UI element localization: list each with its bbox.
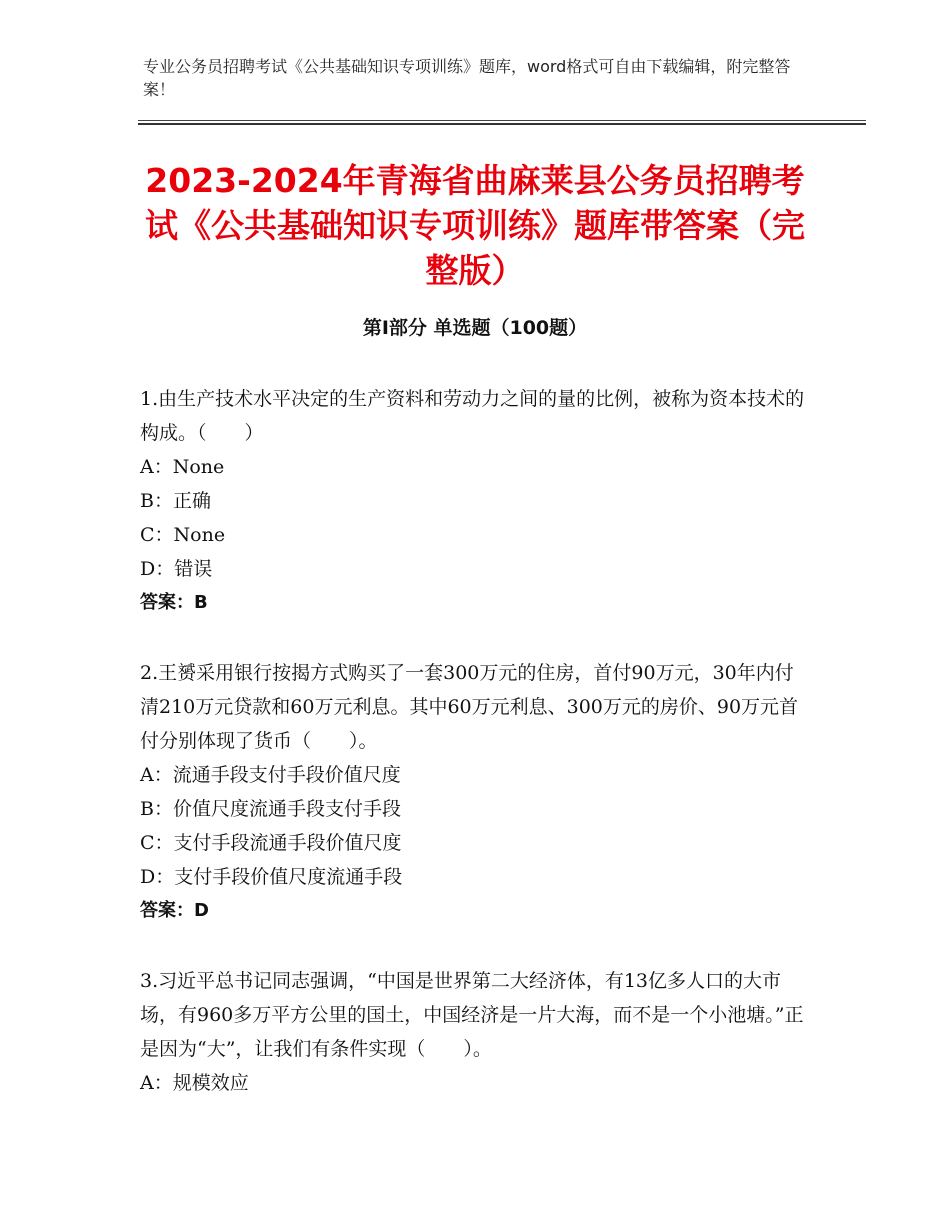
header-divider-thin [138,120,866,121]
option-a: A：流通手段支付手段价值尺度 [140,764,401,786]
question-3 [140,964,812,1100]
option-c: C：支付手段流通手段价值尺度 [140,832,402,854]
question-2 [140,656,812,928]
question-list [140,382,812,1136]
section-heading: 第Ⅰ部分 单选题（100题） [362,317,588,339]
option-a: A：规模效应 [140,1072,249,1094]
question-1 [140,382,812,620]
answer-line: 答案：D [140,900,209,921]
option-d: D：错误 [140,558,213,580]
option-a: A：None [140,456,225,478]
answer-line: 答案：B [140,592,208,613]
header-divider-thick [138,123,866,125]
header-note: 专业公务员招聘考试《公共基础知识专项训练》题库，word格式可自由下载编辑，附完整答案！ [143,57,791,99]
question-stem: 2.王赟采用银行按揭方式购买了一套300万元的住房，首付90万元，30年内付清210万元贷款和60万元利息。其中60万元利息、300万元的房价、90万元首付分别体现了货币（ ）。 [140,662,799,752]
option-b: B：价值尺度流通手段支付手段 [140,798,401,820]
option-d: D：支付手段价值尺度流通手段 [140,866,403,888]
question-stem: 1.由生产技术水平决定的生产资料和劳动力之间的量的比例，被称为资本技术的构成。（ ） [140,388,805,444]
option-b: B：正确 [140,490,211,512]
document-title: 2023-2024年青海省曲麻莱县公务员招聘考试《公共基础知识专项训练》题库带答案（完整版） [145,161,805,290]
question-stem: 3.习近平总书记同志强调，“中国是世界第二大经济体，有13亿多人口的大市场，有960多万平方公里的国土，中国经济是一片大海，而不是一个小池塘。”正是因为“大”，让我们有条件实现（ ）。 [140,970,804,1060]
option-c: C：None [140,524,226,546]
